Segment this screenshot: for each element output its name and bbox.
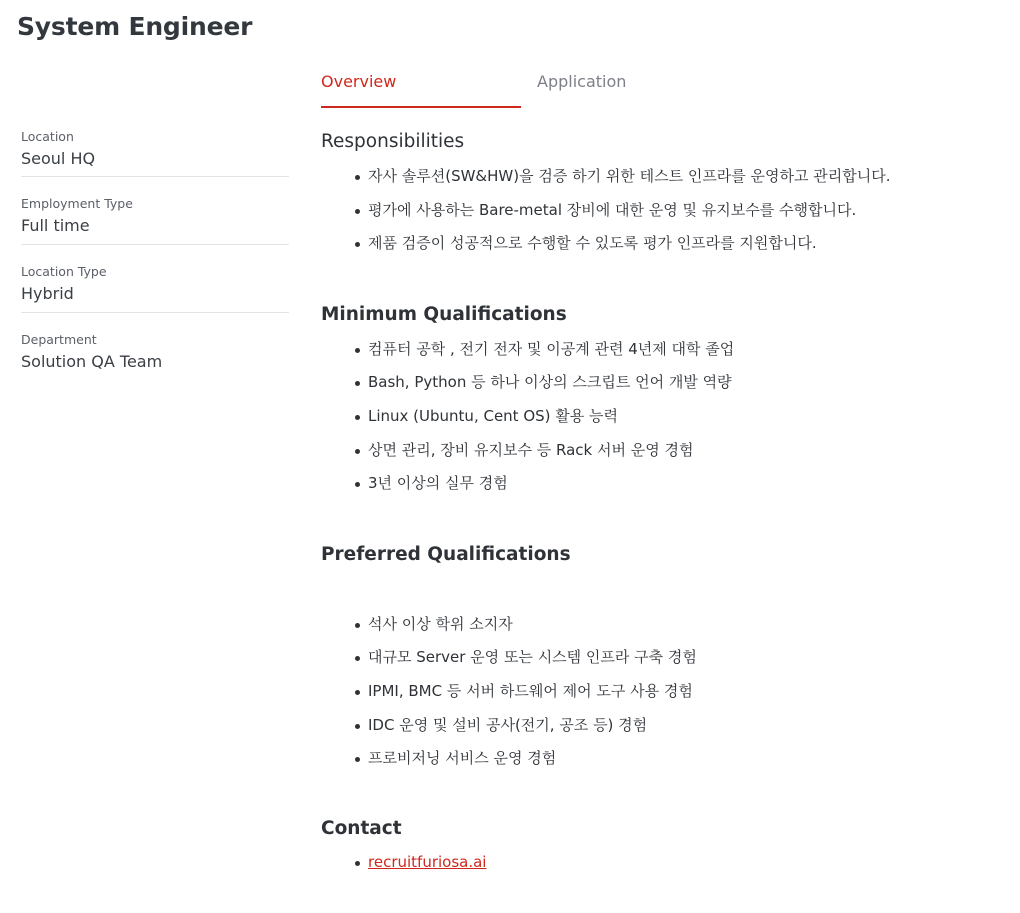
preferred-qualifications-section — [321, 541, 1001, 776]
meta-location-type — [21, 257, 289, 313]
contact-list — [321, 846, 1001, 880]
list-item: 대규모 Server 운영 또는 시스템 인프라 구축 경험 — [368, 641, 1001, 675]
list-item: 컴퓨터 공학 , 전기 전자 및 이공계 관련 4년제 대학 졸업 — [368, 333, 1001, 367]
meta-label: Location Type — [21, 264, 107, 279]
list-item: 프로비저닝 서비스 운영 경험 — [368, 742, 1001, 776]
job-meta-sidebar — [21, 121, 289, 393]
section-title: Responsibilities — [321, 131, 465, 152]
meta-value: Hybrid — [21, 284, 74, 303]
list-item: IDC 운영 및 설비 공사(전기, 공조 등) 경험 — [368, 709, 1001, 743]
meta-value: Seoul HQ — [21, 149, 96, 168]
meta-label: Location — [21, 129, 74, 144]
tab-application[interactable]: Application — [537, 72, 627, 91]
section-title: Preferred Qualifications — [321, 543, 571, 565]
tab-overview[interactable]: Overview — [321, 60, 521, 108]
list-item: 자사 솔루션(SW&HW)을 검증 하기 위한 테스트 인프라를 운영하고 관리합니다. — [368, 160, 1001, 194]
minimum-qualifications-list — [321, 333, 1001, 501]
meta-location — [21, 121, 289, 177]
page-title: System Engineer — [17, 12, 253, 41]
meta-value: Solution QA Team — [21, 352, 163, 371]
contact-section — [321, 815, 1001, 880]
list-item: 평가에 사용하는 Bare-metal 장비에 대한 운영 및 유지보수를 수행합니다. — [368, 194, 1001, 228]
list-item: 제품 검증이 성공적으로 수행할 수 있도록 평가 인프라를 지원합니다. — [368, 227, 1001, 261]
responsibilities-section — [321, 128, 1001, 261]
meta-label: Department — [21, 332, 97, 347]
section-title: Contact — [321, 817, 402, 839]
list-item: IPMI, BMC 등 서버 하드웨어 제어 도구 사용 경험 — [368, 675, 1001, 709]
contact-email-link[interactable]: recruitfuriosa.ai — [368, 852, 487, 871]
section-title: Minimum Qualifications — [321, 303, 567, 325]
list-item: 상면 관리, 장비 유지보수 등 Rack 서버 운영 경험 — [368, 434, 1001, 468]
preferred-qualifications-list — [321, 608, 1001, 776]
list-item — [368, 846, 1001, 880]
meta-employment-type — [21, 189, 289, 245]
responsibilities-list — [321, 160, 1001, 261]
list-item: 석사 이상 학위 소지자 — [368, 608, 1001, 642]
job-description — [321, 128, 1001, 879]
meta-label: Employment Type — [21, 196, 133, 211]
meta-value: Full time — [21, 216, 90, 235]
minimum-qualifications-section — [321, 301, 1001, 501]
list-item: 3년 이상의 실무 경험 — [368, 467, 1001, 501]
meta-department — [21, 325, 289, 381]
list-item: Bash, Python 등 하나 이상의 스크립트 언어 개발 역량 — [368, 366, 1001, 400]
tab-bar — [321, 60, 721, 108]
list-item: Linux (Ubuntu, Cent OS) 활용 능력 — [368, 400, 1001, 434]
